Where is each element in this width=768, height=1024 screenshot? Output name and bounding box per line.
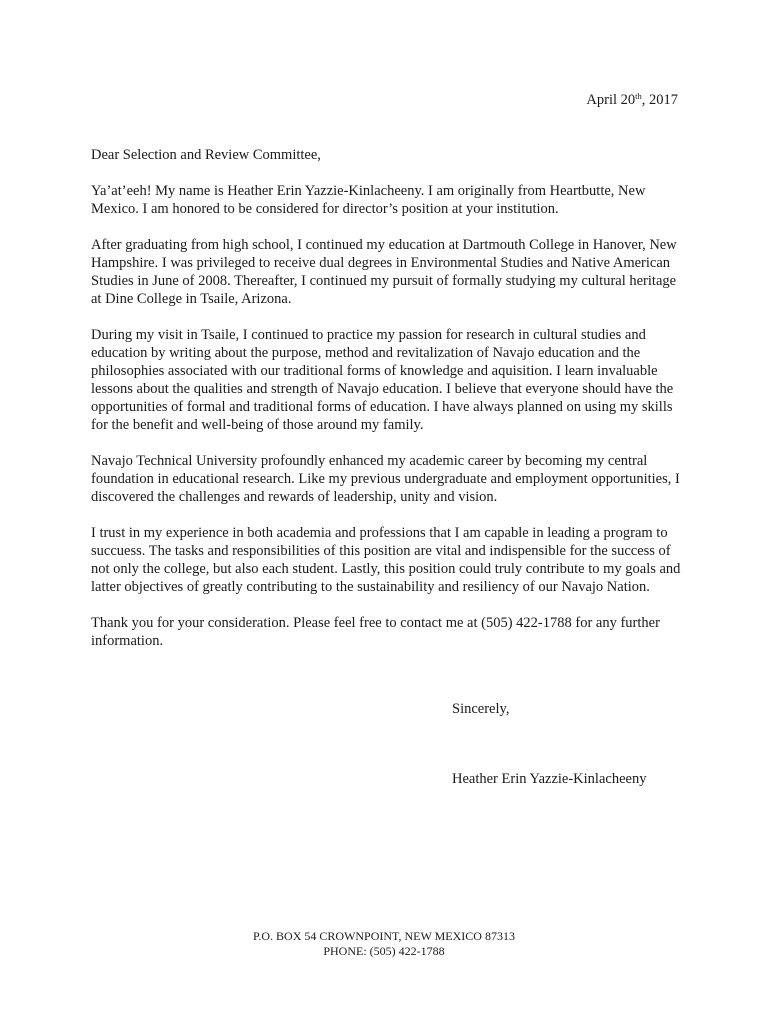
letter-body <box>91 146 683 668</box>
salutation: Dear Selection and Review Committee, <box>91 147 321 163</box>
closing: Sincerely, <box>452 701 510 717</box>
paragraph-research: During my visit in Tsaile, I continued to practice my passion for research in cultural studies and education by writing about the purpose, method and revitalization of Navajo education and the philosophies associated with our traditional forms of knowledge and aquisition. I learn invaluable lessons about the qualities and strength of Navajo education. I believe that everyone should have the opportunities of formal and traditional forms of education. I have always planned on using my skills for the benefit and well-being of those around my family. <box>91 327 674 433</box>
date-ordinal-suffix: th <box>635 91 642 101</box>
paragraph-education: After graduating from high school, I continued my education at Dartmouth College in Hanover, New Hampshire. I was privileged to receive dual degrees in Environmental Studies and Native American Studies in June of 2008. Thereafter, I continued my pursuit of formally studying my cultural heritage at Dine College in Tsaile, Arizona. <box>91 237 677 307</box>
date-year: , 2017 <box>641 92 678 108</box>
footer-address: P.O. BOX 54 CROWNPOINT, NEW MEXICO 87313 <box>253 929 515 943</box>
paragraph-university: Navajo Technical University profoundly enhanced my academic career by becoming my central foundation in educational research. Like my previous undergraduate and employment opportunities, I discovered the challenges and rewards of leadership, unity and vision. <box>91 453 680 505</box>
paragraph-introduction: Ya’at’eeh! My name is Heather Erin Yazzie-Kinlacheeny. I am originally from Heartbutte, New Mexico. I am honored to be considered for director’s position at your institution. <box>91 183 646 217</box>
paragraph-thanks: Thank you for your consideration. Please feel free to contact me at (505) 422-1788 for any further information. <box>91 615 660 649</box>
signature-name: Heather Erin Yazzie-Kinlacheeny <box>452 771 647 787</box>
letter-date <box>586 91 678 109</box>
paragraph-qualifications: I trust in my experience in both academia and professions that I am capable in leading a program to succuess. The tasks and responsibilities of this position are vital and indispensible for the success of not only the college, but also each student. Lastly, this position could truly contribute to my goals and latter objectives of greatly contributing to the sustainability and resiliency of our Navajo Nation. <box>91 525 681 595</box>
letterhead-footer <box>0 929 768 959</box>
footer-phone: PHONE: (505) 422-1788 <box>323 944 445 958</box>
date-month-day: April 20 <box>586 92 636 108</box>
